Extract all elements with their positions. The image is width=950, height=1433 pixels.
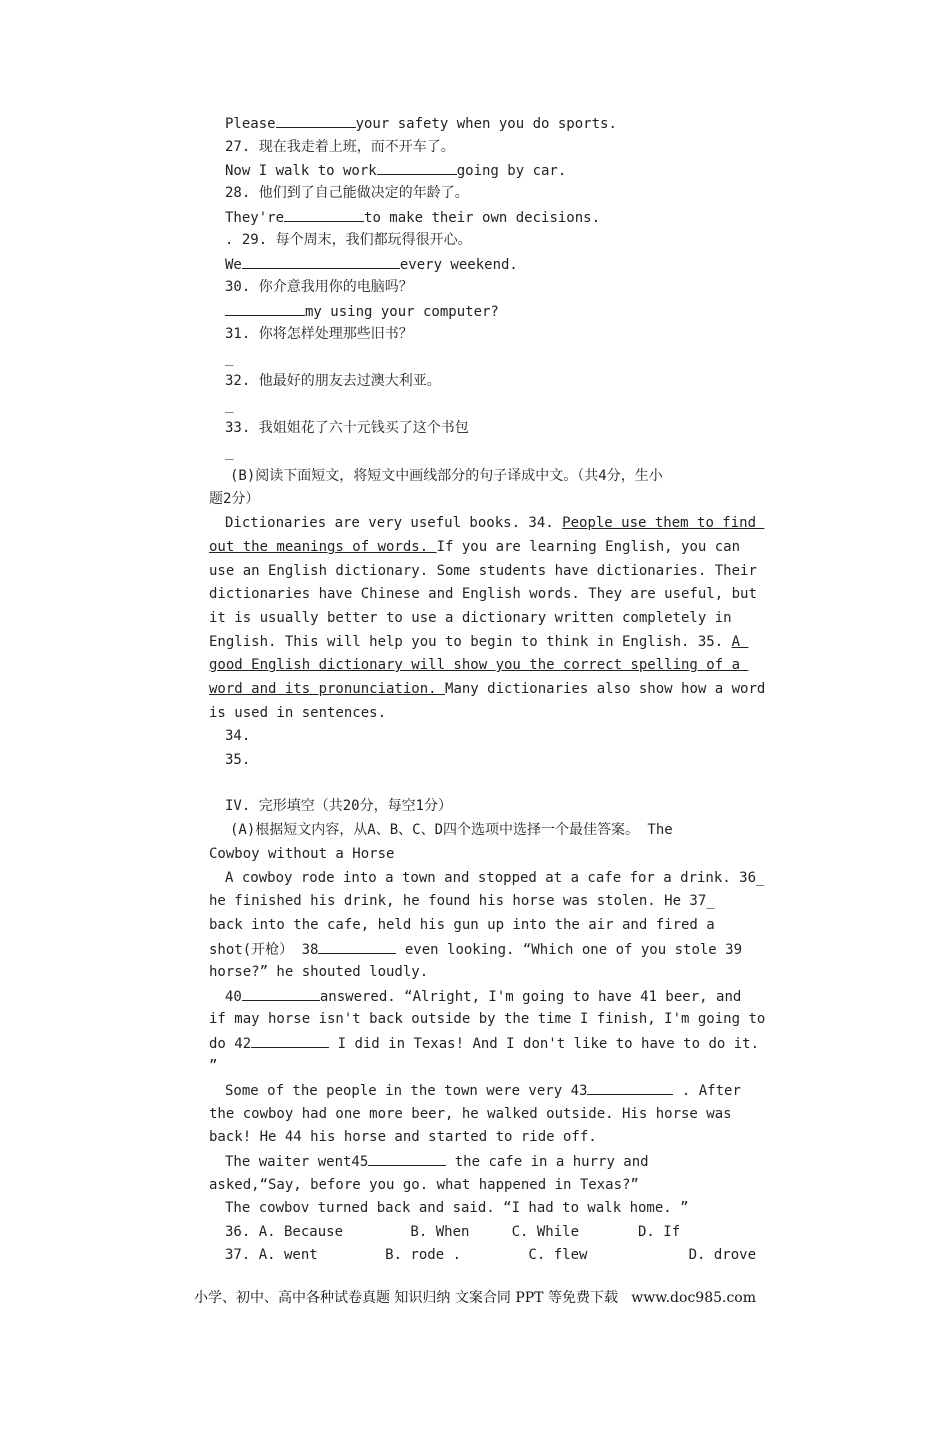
line-please bbox=[225, 113, 617, 134]
story-line: he finished his drink, he found his horse was stolen. He 37_ bbox=[209, 893, 715, 909]
options-36: 36. A. Because B. When C. While D. If bbox=[225, 1224, 681, 1240]
story-line: ” bbox=[209, 1058, 218, 1074]
section-b-heading-cont: 题2分） bbox=[209, 491, 260, 507]
underlined-sentence-35: A bbox=[731, 634, 749, 650]
section-b-heading: (B)阅读下面短文，将短文中画线部分的句子译成中文。（共4分，生小 bbox=[230, 468, 663, 484]
story-line bbox=[225, 986, 741, 1007]
line-text: every weekend. bbox=[399, 257, 518, 273]
underlined-sentence-34: out the meanings of words. bbox=[209, 539, 437, 555]
line-text: my using your computer? bbox=[305, 304, 499, 320]
story-line bbox=[225, 1151, 649, 1172]
line-text: Now I walk to work bbox=[225, 163, 377, 179]
line-text: If you are learning English, you can bbox=[436, 539, 741, 555]
passage-line bbox=[209, 655, 748, 675]
answer-blank bbox=[377, 160, 457, 175]
answer-line-29 bbox=[225, 254, 518, 275]
question-27: 27. 现在我走着上班，而不开车了。 bbox=[225, 139, 455, 155]
answer-blank bbox=[318, 939, 396, 954]
line-text: Please bbox=[225, 116, 276, 132]
answer-line-27 bbox=[225, 160, 566, 181]
line-text: 40 bbox=[225, 989, 242, 1005]
answer-blank bbox=[242, 986, 320, 1001]
passage-line: it is usually better to use a dictionary written completely in bbox=[209, 610, 732, 626]
section-iv-instructions: (A)根据短文内容，从A、B、C、D四个选项中选择一个最佳答案。 The bbox=[230, 822, 673, 838]
story-line: asked,“Say, before you go. what happened in Texas?” bbox=[209, 1177, 639, 1193]
question-33: 33. 我姐姐花了六十元钱买了这个书包 bbox=[225, 420, 469, 436]
passage-line: dictionaries have Chinese and English words. They are useful, but bbox=[209, 586, 757, 602]
question-30: 30. 你介意我用你的电脑吗？ bbox=[225, 279, 413, 295]
line-text: shot(开枪） 38 bbox=[209, 942, 319, 958]
line-text: Some of the people in the town were very 43 bbox=[225, 1083, 588, 1099]
answer-blank bbox=[251, 1033, 329, 1048]
answer-blank bbox=[284, 207, 364, 222]
story-line: back into the cafe, held his gun up into the air and fired a bbox=[209, 917, 715, 933]
answer-line-30 bbox=[225, 301, 499, 322]
answer-blank bbox=[276, 113, 356, 128]
passage-line bbox=[225, 513, 764, 533]
line-text: going by car. bbox=[456, 163, 567, 179]
story-line bbox=[209, 939, 742, 960]
line-text: your safety when you do sports. bbox=[355, 116, 617, 132]
line-text: They're bbox=[225, 210, 285, 226]
line-text: Dictionaries are very useful books. 34. bbox=[225, 515, 563, 531]
answer-mark-31: _ bbox=[225, 350, 234, 366]
answer-label-34: 34. bbox=[225, 728, 251, 744]
passage-line: is used in sentences. bbox=[209, 705, 387, 721]
line-text: the cafe in a hurry and bbox=[446, 1154, 649, 1170]
line-text: . After bbox=[673, 1083, 741, 1099]
line-text: English. This will help you to begin to think in English. 35. bbox=[209, 634, 732, 650]
story-line bbox=[225, 1080, 741, 1101]
story-line: horse?” he shouted loudly. bbox=[209, 964, 429, 980]
story-title: Cowboy without a Horse bbox=[209, 846, 395, 862]
line-text: do 42 bbox=[209, 1036, 252, 1052]
line-text: We bbox=[225, 257, 242, 273]
question-31: 31. 你将怎样处理那些旧书？ bbox=[225, 326, 413, 342]
page-footer: 小学、初中、高中各种试卷真题 知识归纳 文案合同 PPT 等免费下载 www.doc985.com bbox=[193, 1290, 756, 1306]
story-line: The cowbov turned back and said. “I had to walk home. ” bbox=[225, 1200, 689, 1216]
line-text: I did in Texas! And I don't like to have to do it. bbox=[329, 1036, 760, 1052]
story-line: the cowboy had one more beer, he walked outside. His horse was bbox=[209, 1106, 732, 1122]
options-37: 37. A. went B. rode . C. flew D. drove bbox=[225, 1247, 757, 1263]
question-28: 28. 他们到了自己能做决定的年龄了。 bbox=[225, 185, 469, 201]
line-text: to make their own decisions. bbox=[364, 210, 601, 226]
underlined-sentence-34: People use them to find bbox=[562, 515, 765, 531]
story-line: if may horse isn't back outside by the time I finish, I'm going to bbox=[209, 1011, 766, 1027]
line-text: even looking. “Which one of you stole 39 bbox=[396, 942, 743, 958]
passage-line bbox=[209, 537, 740, 557]
answer-blank bbox=[587, 1080, 673, 1095]
answer-label-35: 35. bbox=[225, 752, 251, 768]
answer-line-28 bbox=[225, 207, 600, 228]
question-29: . 29. 每个周末，我们都玩得很开心。 bbox=[225, 232, 472, 248]
story-line: A cowboy rode into a town and stopped at a cafe for a drink. 36_ bbox=[225, 870, 765, 886]
story-line: back! He 44 his horse and started to ride off. bbox=[209, 1129, 597, 1145]
story-line bbox=[209, 1033, 759, 1054]
passage-line bbox=[209, 632, 748, 652]
underlined-sentence-35: word and its pronunciation. bbox=[209, 681, 446, 697]
line-text: answered. “Alright, I'm going to have 41 beer, and bbox=[319, 989, 742, 1005]
line-text: The waiter went45 bbox=[225, 1154, 369, 1170]
answer-blank bbox=[225, 301, 305, 316]
underlined-sentence-35: good English dictionary will show you the correct spelling of a bbox=[209, 657, 749, 673]
question-32: 32. 他最好的朋友去过澳大利亚。 bbox=[225, 373, 441, 389]
line-text: Many dictionaries also show how a word bbox=[445, 681, 766, 697]
passage-line: use an English dictionary. Some students have dictionaries. Their bbox=[209, 563, 757, 579]
section-iv-heading: IV. 完形填空（共20分，每空1分） bbox=[225, 798, 453, 814]
answer-mark-33: _ bbox=[225, 444, 234, 460]
answer-blank bbox=[368, 1151, 446, 1166]
passage-line bbox=[209, 679, 765, 699]
answer-mark-32: _ bbox=[225, 397, 234, 413]
answer-blank bbox=[242, 254, 400, 269]
